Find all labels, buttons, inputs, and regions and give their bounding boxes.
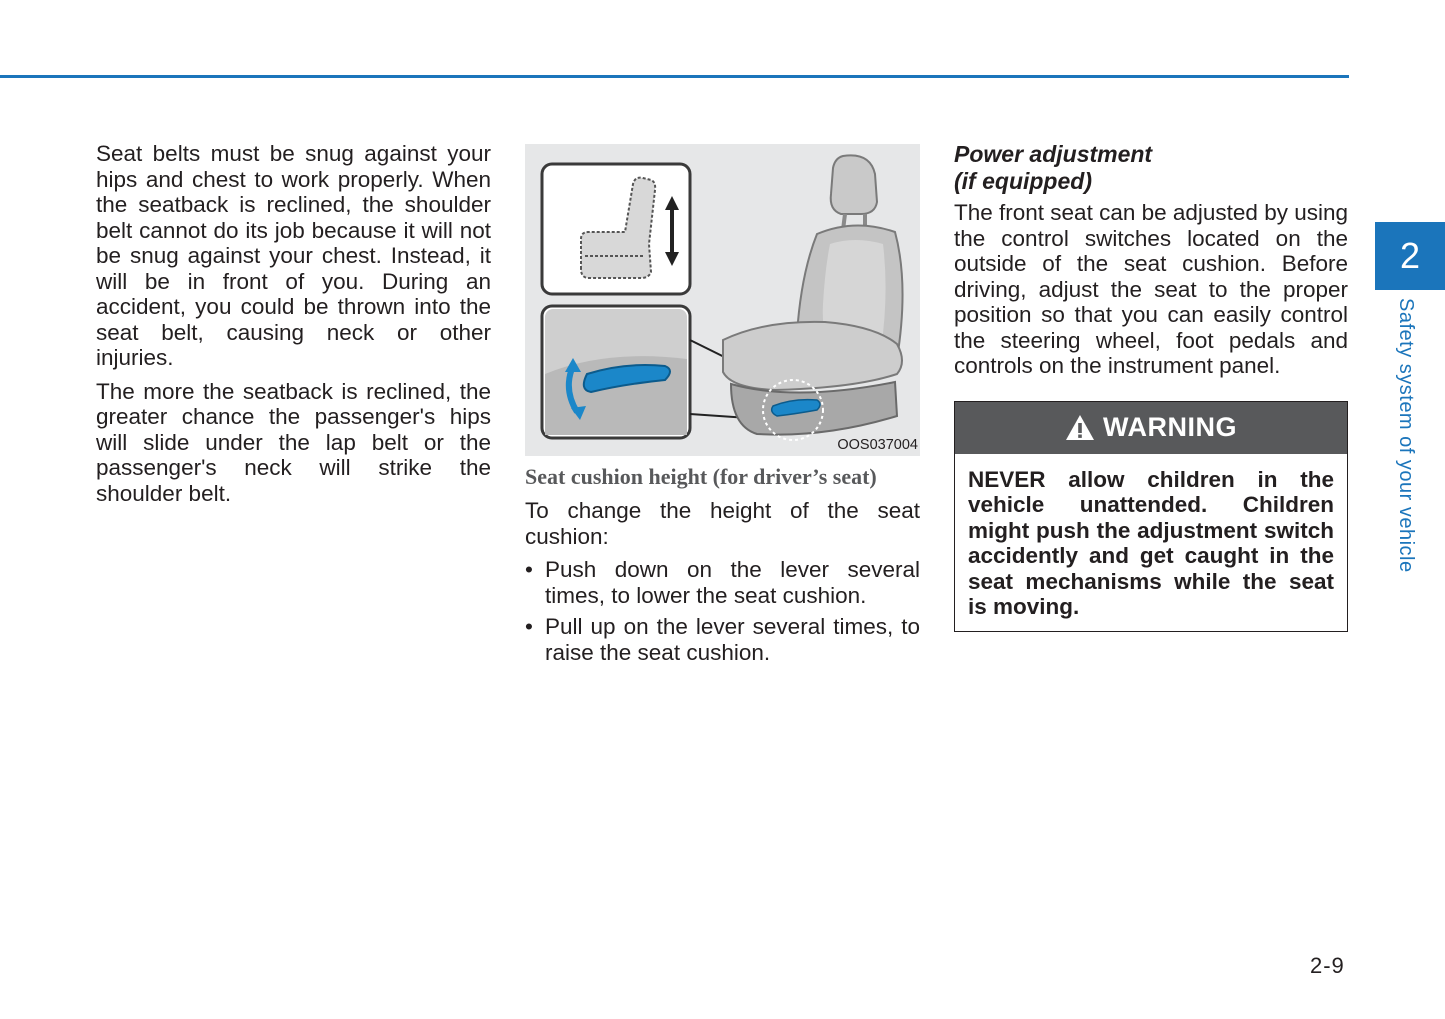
paragraph-seatback-reclined: Seat belts must be snug against your hips and chest to work properly. When the seatback is reclined, the shoulder belt cannot do its job because it will not be snug against your chest. Instead, it will be in front of you. During an accident, you could be thrown into the seat belt, causing neck or other injuries. (96, 141, 491, 370)
bullet-marker: • (525, 614, 533, 639)
seat-height-figure (525, 144, 920, 456)
page-number: 2-9 (1310, 953, 1345, 978)
section-heading-power-adjustment (954, 141, 1348, 195)
paragraph-change-height: To change the height of the seat cushion: (525, 498, 920, 549)
list-item-text: Push down on the lever several times, to lower the seat cushion. (545, 557, 920, 608)
list-item (525, 557, 920, 608)
warning-header (955, 402, 1347, 454)
paragraph-passenger-risk: The more the seatback is reclined, the greater chance the passenger's hips will slide under the lap belt or the passenger's neck will strike the shoulder belt. (96, 378, 491, 506)
column-middle (525, 141, 920, 671)
column-left (96, 141, 491, 514)
seat-height-lever-illustration (525, 144, 920, 456)
figure-code: OOS037004 (837, 437, 918, 453)
list-item (525, 614, 920, 665)
chapter-title: Safety system of your vehicle (1395, 298, 1417, 573)
caption-seat-cushion-height: Seat cushion height (for driver’s seat) (525, 464, 877, 489)
chapter-number-tab: 2 (1375, 222, 1445, 290)
paragraph-power-adjustment: The front seat can be adjusted by using the control switches located on the outside of the seat cushion. Before driving, adjust the seat to the proper position so that you can easily control the steering wheel, foot pedals and controls on the instrument panel. (954, 200, 1349, 378)
heading-line-1: Power adjustment (954, 141, 1153, 167)
instruction-list (525, 557, 920, 665)
list-item-text: Pull up on the lever several times, to raise the seat cushion. (545, 614, 920, 665)
warning-box (954, 401, 1348, 632)
column-right (954, 141, 1348, 632)
bullet-marker: • (525, 557, 533, 582)
warning-title: WARNING (1103, 412, 1237, 442)
heading-line-2: (if equipped) (954, 168, 1092, 194)
warning-text: NEVER allow children in the vehicle unattended. Children might push the adjustment switch accidently and get caught in the seat mechanisms while the seat is moving. (968, 466, 1334, 619)
warning-triangle-icon (1065, 414, 1095, 441)
header-rule (0, 75, 1349, 78)
